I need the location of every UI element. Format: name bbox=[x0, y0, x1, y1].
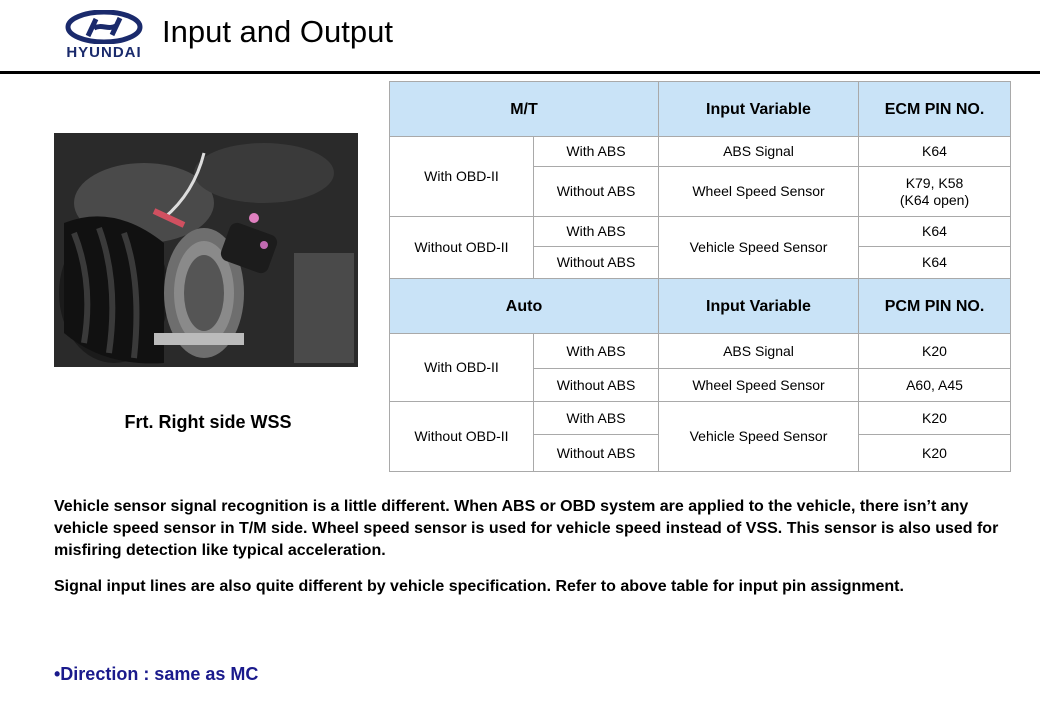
header-input-variable: Input Variable bbox=[659, 82, 859, 137]
header-pin-no: PCM PIN NO. bbox=[859, 279, 1011, 334]
pin-cell: K64 bbox=[859, 137, 1011, 167]
wss-photo bbox=[54, 133, 358, 367]
header-transmission: M/T bbox=[390, 82, 659, 137]
table-row bbox=[390, 402, 1011, 435]
variable-cell: ABS Signal bbox=[659, 137, 859, 167]
variable-cell: Vehicle Speed Sensor bbox=[659, 402, 859, 472]
pin-assignment-table bbox=[389, 81, 1011, 472]
abs-cell: Without ABS bbox=[534, 167, 659, 217]
abs-cell: With ABS bbox=[534, 137, 659, 167]
table-header-auto bbox=[390, 279, 1011, 334]
abs-cell: Without ABS bbox=[534, 247, 659, 279]
direction-note: •Direction : same as MC bbox=[54, 664, 259, 684]
photo-caption: Frt. Right side WSS bbox=[124, 412, 292, 432]
pin-cell: K64 bbox=[859, 217, 1011, 247]
abs-cell: With ABS bbox=[534, 402, 659, 435]
page-title: Input and Output bbox=[162, 14, 393, 49]
pin-note: (K64 open) bbox=[899, 191, 970, 208]
pin-value: K79, K58 bbox=[905, 174, 964, 191]
body-paragraph-1: Vehicle sensor signal recognition is a little different. When ABS or OBD system are applied to the vehicle, there isn’t any vehicle speed sensor in T/M side. Wheel speed sensor is used for vehicle speed instead of VSS. This sensor is also used for misfiring detection like typical acceleration. bbox=[54, 498, 999, 559]
group-cell: With OBD-II bbox=[390, 334, 534, 402]
abs-cell: With ABS bbox=[534, 334, 659, 369]
pin-cell: A60, A45 bbox=[859, 369, 1011, 402]
table-row bbox=[390, 137, 1011, 167]
header-input-variable: Input Variable bbox=[659, 279, 859, 334]
variable-cell: Wheel Speed Sensor bbox=[659, 369, 859, 402]
header-pin-no: ECM PIN NO. bbox=[859, 82, 1011, 137]
group-cell: With OBD-II bbox=[390, 137, 534, 217]
table-row bbox=[390, 217, 1011, 247]
brand-wordmark: HYUNDAI bbox=[66, 44, 142, 61]
abs-cell: Without ABS bbox=[534, 435, 659, 472]
pin-cell: K20 bbox=[859, 334, 1011, 369]
body-paragraph-2: Signal input lines are also quite different by vehicle specification. Refer to above table for input pin assignment. bbox=[54, 578, 904, 595]
pin-cell: K20 bbox=[859, 435, 1011, 472]
group-cell: Without OBD-II bbox=[390, 217, 534, 279]
group-cell: Without OBD-II bbox=[390, 402, 534, 472]
pin-cell bbox=[859, 167, 1011, 217]
table-row bbox=[390, 334, 1011, 369]
abs-cell: Without ABS bbox=[534, 369, 659, 402]
abs-cell: With ABS bbox=[534, 217, 659, 247]
variable-cell: Wheel Speed Sensor bbox=[659, 167, 859, 217]
variable-cell: ABS Signal bbox=[659, 334, 859, 369]
pin-cell: K64 bbox=[859, 247, 1011, 279]
table-header-mt bbox=[390, 82, 1011, 137]
header-divider bbox=[0, 71, 1040, 74]
header-transmission: Auto bbox=[390, 279, 659, 334]
pin-cell: K20 bbox=[859, 402, 1011, 435]
variable-cell: Vehicle Speed Sensor bbox=[659, 217, 859, 279]
